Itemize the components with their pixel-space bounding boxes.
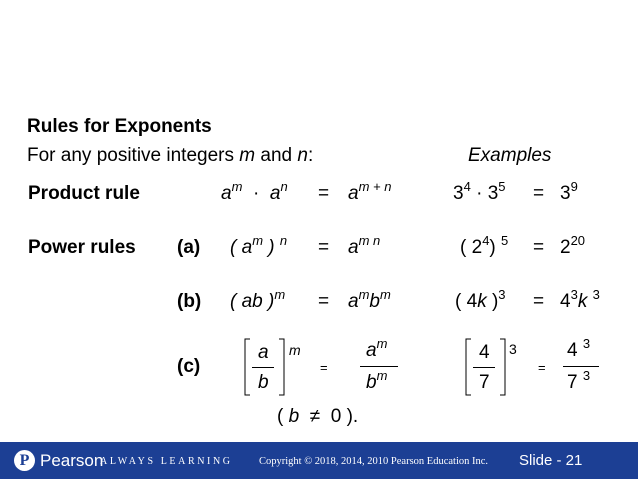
equals-sign: =: [533, 183, 545, 204]
example-exponent: 3: [509, 341, 517, 357]
equals-sign: =: [538, 360, 546, 375]
slide-title: Rules for Exponents: [27, 116, 212, 137]
fraction-bar: [252, 367, 274, 368]
fraction-a-numerator: a: [258, 342, 269, 363]
result-numerator: $a^m$: [366, 336, 388, 361]
example-result-numerator: 4 $^3$: [567, 336, 591, 361]
equals-sign: =: [318, 237, 330, 258]
pearson-brand: Pearson: [40, 451, 104, 470]
example-result-denominator: 7 $^3$: [567, 368, 591, 393]
fraction-b-denominator: b: [258, 372, 269, 393]
power-rule-b-example: ( 4k )$^3$: [455, 287, 506, 312]
product-rule-label: Product rule: [28, 183, 140, 204]
result-denominator: $b^m$: [366, 368, 388, 393]
power-rule-a-example: ( $2^4$) $^5$: [460, 233, 509, 258]
example-denominator: 7: [479, 372, 490, 393]
fraction-exponent-m: m: [289, 342, 301, 358]
fraction-bar: [360, 366, 398, 367]
power-rule-b-formula: ( ab )$^m$: [230, 287, 286, 312]
equals-sign: =: [533, 237, 545, 258]
examples-label: Examples: [468, 145, 552, 166]
power-rule-a-formula: ( $a^m$ ) $^n$: [230, 233, 288, 258]
product-rule-example-result: $3^9$: [560, 179, 578, 204]
equals-sign: =: [320, 360, 328, 375]
power-rules-label: Power rules: [28, 237, 136, 258]
power-rule-a-example-result: $2^{20}$: [560, 233, 586, 258]
product-rule-formula: $a^m \cdot a^n$: [221, 179, 288, 204]
pearson-logo-letter: P: [19, 452, 30, 469]
tagline: ALWAYS LEARNING: [100, 456, 233, 467]
equals-sign: =: [533, 291, 545, 312]
power-rule-b-tag: (b): [177, 291, 202, 312]
example-numerator: 4: [479, 342, 490, 363]
fraction-bar: [563, 366, 599, 367]
product-rule-example: $3^4 \cdot 3^5$: [453, 179, 506, 204]
power-rule-b-example-result: $4^3k$ $^3$: [560, 287, 600, 312]
power-rule-b-result: $a^mb^m$: [348, 287, 391, 312]
fraction-bar: [473, 367, 495, 368]
power-rule-c-tag: (c): [177, 356, 201, 377]
product-rule-result: $a^{m + n}$: [348, 179, 392, 204]
equals-sign: =: [318, 291, 330, 312]
condition-text: ( b ≠ 0 ).: [277, 406, 359, 427]
slide-subtitle: For any positive integers m and n:: [27, 145, 314, 166]
slide-number: Slide - 21: [519, 452, 583, 469]
power-rule-a-tag: (a): [177, 237, 201, 258]
power-rule-a-result: $a^{m n}$: [348, 233, 381, 258]
copyright: Copyright © 2018, 2014, 2010 Pearson Education Inc.: [259, 456, 489, 467]
equals-sign: =: [318, 183, 330, 204]
